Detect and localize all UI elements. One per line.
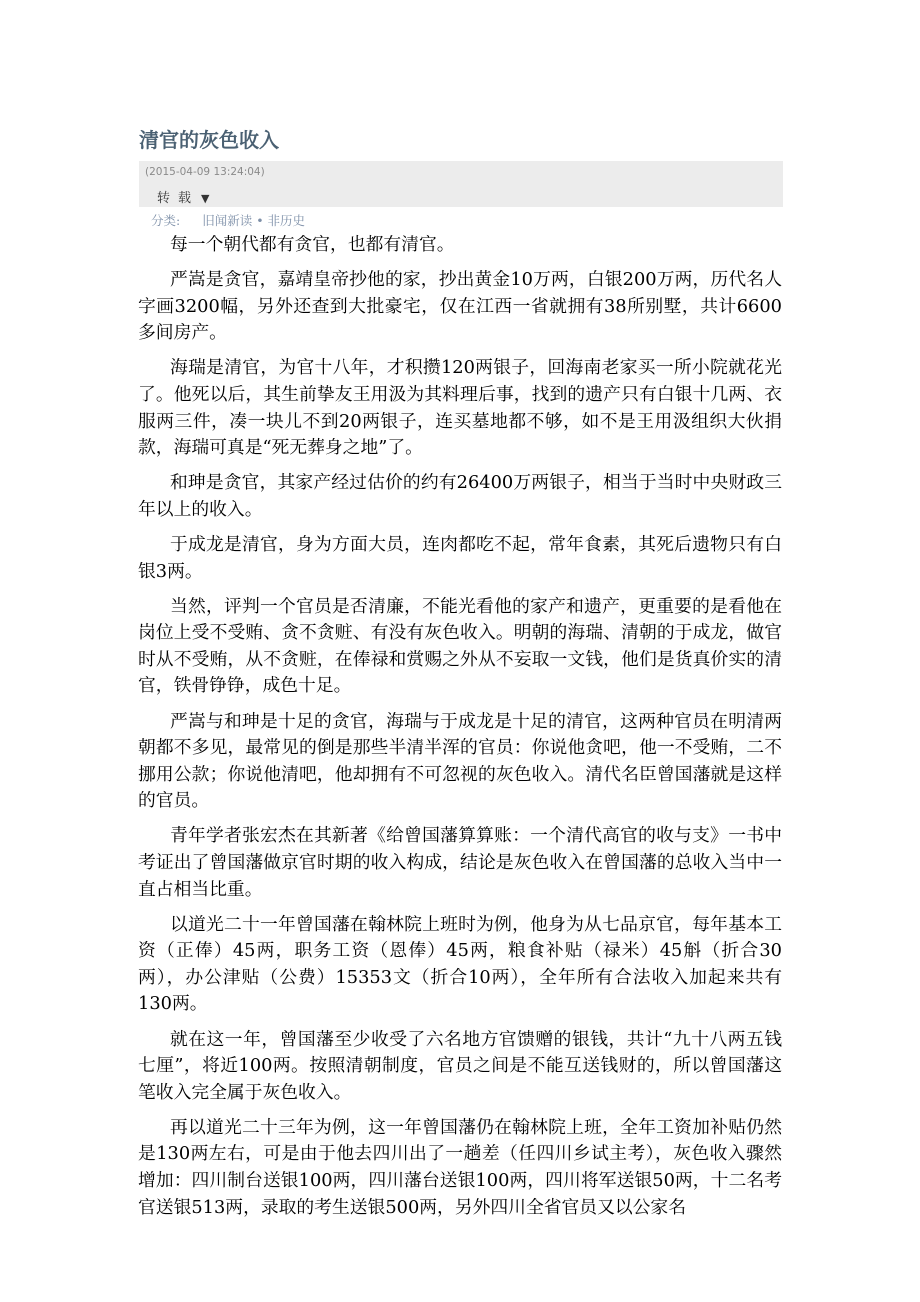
article-body <box>138 232 782 1230</box>
paragraph: 严嵩是贪官，嘉靖皇帝抄他的家，抄出黄金10万两，白银200万两，历代名人字画3200幅，另外还查到大批豪宅，仅在江西一省就拥有38所别墅，共计6600多间房产。 <box>138 269 782 344</box>
paragraph: 严嵩与和珅是十足的贪官，海瑞与于成龙是十足的清官，这两种官员在明清两朝都不多见，最常见的倒是那些半清半浑的官员：你说他贪吧，他一不受贿，二不挪用公款；你说他清吧，他却拥有不可忽视的灰色收入。清代名臣曾国藩就是这样的官员。 <box>138 710 782 812</box>
paragraph: 海瑞是清官，为官十八年，才积攒120两银子，回海南老家买一所小院就花光了。他死以后，其生前挚友王用汲为其料理后事，找到的遗产只有白银十几两、衣服两三件，凑一块儿不到20两银子，连买墓地都不够，如不是王用汲组织大伙捐款，海瑞可真是“死无葬身之地”了。 <box>138 357 782 459</box>
category-label: 分类: <box>151 213 181 228</box>
paragraph: 和珅是贪官，其家产经过估价的约有26400万两银子，相当于当时中央财政三年以上的收入。 <box>138 472 782 520</box>
repost-label: 转载 <box>157 191 200 206</box>
post-category <box>151 211 305 229</box>
paragraph: 每一个朝代都有贪官，也都有清官。 <box>170 234 455 255</box>
repost-button[interactable] <box>157 187 209 206</box>
post-title: 清官的灰色收入 <box>139 128 279 152</box>
paragraph: 当然，评判一个官员是否清廉，不能光看他的家产和遗产，更重要的是看他在岗位上受不受贿、贪不贪赃、有没有灰色收入。明朝的海瑞、清朝的于成龙，做官时从不受贿，从不贪赃，在俸禄和赏赐之外从不妄取一文钱，他们是货真价实的清官，铁骨铮铮，成色十足。 <box>138 595 782 697</box>
dropdown-arrow-icon: ▼ <box>201 192 210 205</box>
paragraph: 以道光二十一年曾国藩在翰林院上班时为例，他身为从七品京官，每年基本工资（正俸）45两，职务工资（恩俸）45两，粮食补贴（禄米）45斛（折合30两），办公津贴（公费）15353文（折合10两），全年所有合法收入加起来共有130两。 <box>138 913 782 1015</box>
post-date: (2015-04-09 13:24:04) <box>145 166 265 178</box>
paragraph: 再以道光二十三年为例，这一年曾国藩仍在翰林院上班，全年工资加补贴仍然是130两左右，可是由于他去四川出了一趟差（任四川乡试主考），灰色收入骤然增加：四川制台送银100两，四川藩台送银100两，四川将军送银50两，十二名考官送银513两，录取的考生送银500两，另外四川全省官员又以公家名 <box>138 1116 782 1218</box>
paragraph: 就在这一年，曾国藩至少收受了六名地方官馈赠的银钱，共计“九十八两五钱七厘”，将近100两。按照清朝制度，官员之间是不能互送钱财的，所以曾国藩这笔收入完全属于灰色收入。 <box>138 1028 782 1103</box>
paragraph: 于成龙是清官，身为方面大员，连肉都吃不起，常年食素，其死后遗物只有白银3两。 <box>138 533 782 582</box>
category-link[interactable]: 旧闻新读 • 非历史 <box>202 213 306 228</box>
paragraph: 青年学者张宏杰在其新著《给曾国藩算算账：一个清代高官的收与支》一书中考证出了曾国藩做京官时期的收入构成，结论是灰色收入在曾国藩的总收入当中一直占相当比重。 <box>138 825 782 900</box>
